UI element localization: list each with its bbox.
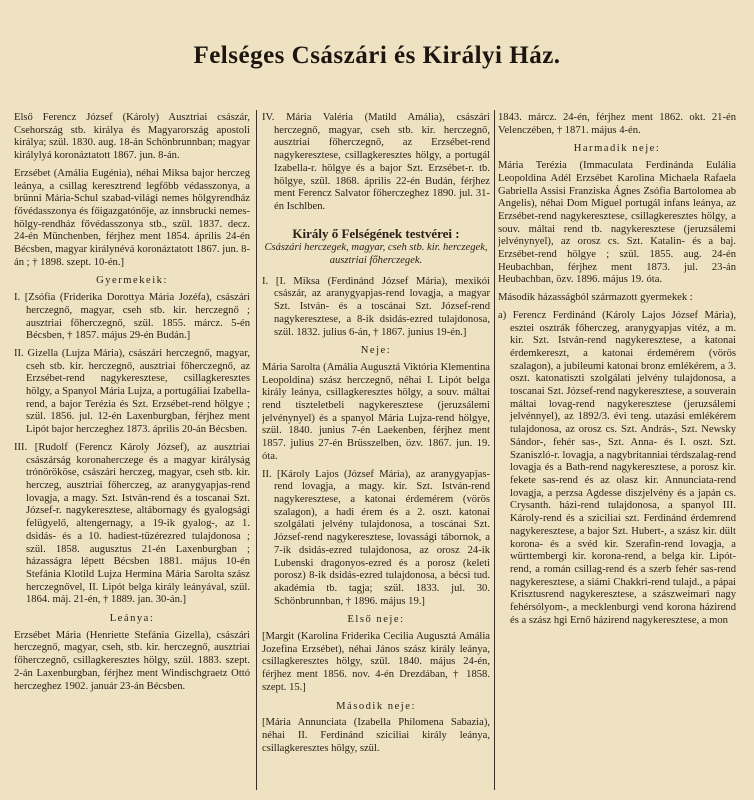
paragraph: a) Ferencz Ferdinánd (Károly Lajos József Mária), esztei osztrák főherczeg, aranygyapjas vitéz, a m. kir. Szt. István-rend nagykeresztese, a katonai érdemkereszt, a katonai érdemérem (vörös szalagon), a jubileumi katonai bronz emlékérem, a 3. oszt. katonatiszti szolgálati jelvény tulajdonosa, a toscanai Szt. József-rend nagykeresztese, a souverain máltai lovag-rend nagykeresztese (jeruzsálemi jelvénnyel), az 1892/3. évi teng. utazási emlékérem tulajdonosa, az orosz cs. Szt. András-, Szt. Newsky Sándor-, fehér sas-, Szt. Anna- és I. oszt. Szt. Szaniszló-r. lovagja, a nagybritanniai térdszalag-rend lovagja és a Bath-rend nagykeresztese, a porosz kir. fekete sas-rend és az olasz kir. Annunciata-rend lovagja, a perzsa Agdesse diszjelvény és a japán cs. Crysanth. házi-rend tulajdonosa, a spanyol III. Károly-rend és a sziciliai szt. Ferdinánd érdemrend nagykeresztese, a bajor Szt. Hubert-, a szász kir. dült korona- és a svéd kir. Szerafin-rend lovagja, a württembergi kir. korona-rend, a belga kir. Lipót-rend, a román csillag-rend és a szerb fehér sas-rend nagykeresztese, a siámi Chakkri-rend tulajd., a pápai Krisztusrend nagykeresztese, a szászweimari nagy fehérsólyom-, a mecklenburgi vend korona házirend és a szász hgi Ernő házirend nagykeresztese, a mon bbox=[498, 309, 736, 626]
page-title: Felséges Császári és Királyi Ház. bbox=[193, 42, 561, 69]
paragraph: Második házasságból származott gyermekek : bbox=[498, 292, 693, 304]
paragraph: III. [Rudolf (Ferencz Károly József), az ausztriai császárság koronaherczege és a magyar királyság trónörököse, császári herczeg, magyar, cseh stb. kir. herczeg, ausztriai főherczeg, az aranygyapjas-rend lovagja, a magy. Szt. István-rend és a toscanai Szt. József-r. nagykeresztese, altábornagy és gyalogsági felügyelő, altengernagy, a 19-ik gyalog-, az 1. dsidás- és a 10. hadiest-tüzérezred tulajdonosa ; szül. 1858. augusztus 21-én Laxenburgban ; házasságra lépett Bécsben 1881. május 10-én Stefánia Klotild Lujza Hermina Mária Sarolta szász herczegnővel, II. Lipót belga király leányával, szül. 1864. máj. 21-én, † 1889. jan. 30-án.] bbox=[14, 441, 250, 606]
column-divider bbox=[256, 110, 257, 790]
paragraph: [Mária Annunciata (Izabella Philomena Sabazia), néhai II. Ferdinánd sziciliai király leánya, csillagkeresztes hölgy, szül. bbox=[262, 717, 490, 754]
text-column-3 bbox=[498, 112, 736, 792]
paragraph: Első Ferencz József (Károly) Ausztriai császár, Csehország stb. királya és Magyarország apostoli királya; szül. 1830. aug. 18-án Schönbrunnban; magyar királylyá koronáztatott 1867. jun. 8-án. bbox=[14, 112, 250, 162]
paragraph: II. Gizella (Lujza Mária), császári herczegnő, magyar, cseh stb. kir. herczegnő, ausztriai főherczegnő, az Erzsébet-rend nagykeresztese, csillagkeresztes hölgy, a Spanyol Mária Lujza, a portugáliai Izabella-rend, a bajor Terézia és Szt. Erzsébet-rend hölgye ; szül. 1856. jul. 12-én Laxenburgban, férjhez ment Lipót bajor herczeghez 1873. április 20-án Bécsben. bbox=[14, 347, 250, 436]
paragraph: II. [Károly Lajos (József Mária), az aranygyapjas-rend lovagja, a magy. kir. Szt. István-rend nagykeresztese, a katonai érdemérem (vörös szalagon), a hadi érem és a 2. oszt. katonai szolgálati jelvény tulajdonosa, a toscánai Szt. József-rend nagykeresztese, lovassági tábornok, a 7-ik dsidás-ezred tulajdonosa, az orosz 24-ik Lubenski dragonyos-ezred és a porosz (keleti porosz) 8-ik dsidás-ezred tulajdonosa, a bécsi tud. akadémia tb. tagja; szül. 1833. jul. 30. Schönbrunnban, † 1896. május 19.] bbox=[262, 468, 490, 607]
paragraph: I. [Zsófia (Friderika Dorottya Mária Jozéfa), császári herczegnő, magyar, cseh stb. kir. herczegnő ; ausztriai főherczegnő, szül. 1855. márcz. 5-én Bécsben, † 1857. május 29-én Budán.] bbox=[14, 292, 250, 342]
paragraph: I. [I. Miksa (Ferdinánd József Mária), mexikói császár, az aranygyapjas-rend lovagja, a magyar Szt. István- és a toscánai Szt. József-rend nagykeresztese, a 8-ik dsidás-ezred tulajdonosa, szül. 1832. julius 6-án, † 1867. junius 19-én.] bbox=[262, 275, 490, 338]
section-heading: Első neje: bbox=[347, 614, 405, 626]
section-title: Király ő Felségének testvérei : bbox=[292, 225, 460, 241]
section-heading: Neje: bbox=[360, 345, 392, 357]
section-heading: Gyermekeik: bbox=[96, 275, 168, 287]
paragraph: Erzsébet (Amália Eugénia), néhai Miksa bajor herczeg leánya, a csillag keresztrend legfőbb védasszonya, a brünni Mária-Schul szabad-világi nemes hölgyrendház fővédasszonya és főigazgatónője, az innsbrucki nemes-hölgy-rendház fővédasszonya stb., szül. 1837. decz. 24-én Münchenben, férjhez ment 1854. április 24-én Bécsben, magyar királynévá koronáztatott 1867. jun. 8-án ; † 1898. szept. 10-én.] bbox=[14, 167, 250, 268]
paragraph: IV. Mária Valéria (Matild Amália), császári herczegnő, magyar, cseh stb. kir. herczegnő, ausztriai főherczegnő, az Erzsébet-rend nagykeresztese, csillagkeresztes hölgy, a portugál Izabella-r. hölgye és a bajor Szt. Erzsébet-r. tb. hölgye, szül. 1868. április 22-én Budán, férjhez ment Ferencz Salvator főherczeghez 1890. jul. 31-én Ischlben. bbox=[262, 112, 490, 212]
section-subtitle: Császári herczegek, magyar, cseh stb. kir. herczegek, ausztriai főherczegek. bbox=[264, 242, 488, 267]
section-heading: Harmadik neje: bbox=[573, 143, 661, 155]
paragraph: [Margit (Karolina Friderika Cecilia Augusztá Amália Jozefina Erzsébet), néhai János szász király leánya, csillagkeresztes hölgy, szül. 1840. május 24-én, férjhez ment 1856. nov. 4-én Drezdában, † 1858. szept. 15.] bbox=[262, 631, 490, 693]
paragraph: 1843. márcz. 24-én, férjhez ment 1862. okt. 21-én Velenczében, † 1871. május 4-én. bbox=[498, 112, 736, 136]
section-heading: Második neje: bbox=[336, 700, 416, 712]
paragraph: Mária Sarolta (Amália Augusztá Viktória Klementina Leopoldina) szász herczegnő, néhai I. Lipót belga király leánya, csillagkeresztes hölgy, a souv. máltai rend tiszteletbeli nagykeresztese (jeruzsálemi jelvénynyel) és a spanyol Mária Lujza-rend hölgye, szül. 1840. junius 7-én Laekenben, férjhez ment 1857. julius 27-én Brüsszelben, özv. 1867. jun. 19. óta. bbox=[262, 361, 490, 462]
column-divider bbox=[494, 110, 495, 790]
paragraph: Erzsébet Mária (Henriette Stefánia Gizella), császári herczegnő, magyar, cseh, stb. kir. herczegnő, ausztriai főherczegnő, csillagkeresztes hölgy, szül. 1883. szept. 2-án Laxenburgban, férjhez ment Windischgraetz Ottó herczeghez 1902. január 23-án Bécsben. bbox=[14, 629, 250, 692]
section-heading: Leánya: bbox=[109, 613, 155, 625]
paragraph: Mária Terézia (Immaculata Ferdinánda Eulália Leopoldina Adél Erzsébet Karolina Michaela Rafaela Gabriella Assisi Franziska Ágnes Zsófia Bartolomea ab Angelis), néhai Dom Miguel portugál infans leánya, az Erzsébet-rend nagykeresztese, csillagkeresztes hölgy, a souv. máltai rend tb. nagykeresztese (jeruzsálemi jelvénynyel), az orosz cs. Szt. Katalin- és a baj. Erzsébet-rend hölgye ; szül. 1855. aug. 24-én Heubachban, férjhez ment 1873. jul. 23-án Heubachban, özv. 1896. május 19. óta. bbox=[498, 160, 736, 286]
text-column-1 bbox=[14, 112, 250, 792]
text-column-2 bbox=[262, 112, 490, 792]
